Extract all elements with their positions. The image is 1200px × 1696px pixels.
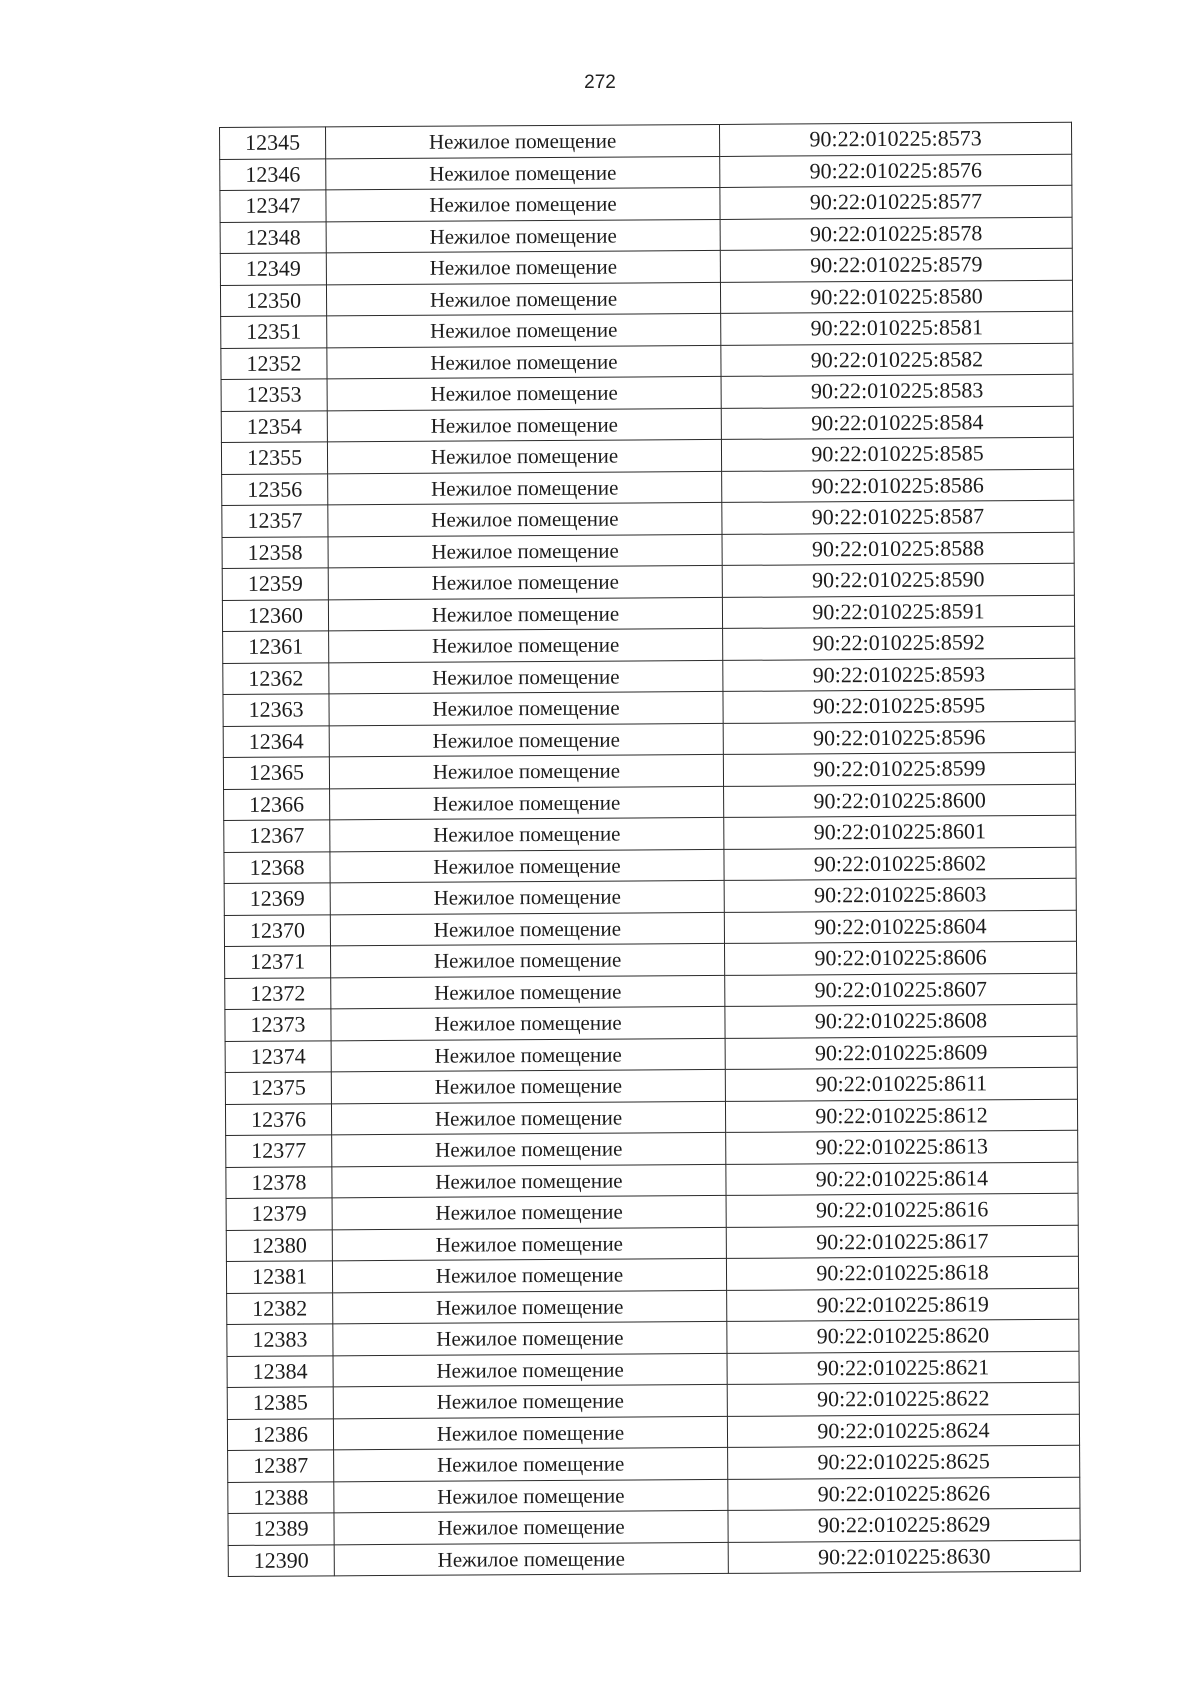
row-number-cell: 12353	[221, 379, 327, 411]
cadastral-number-cell: 90:22:010225:8576	[720, 154, 1072, 188]
cadastral-number-cell: 90:22:010225:8612	[725, 1099, 1077, 1133]
cadastral-number-cell: 90:22:010225:8603	[724, 878, 1076, 912]
row-number-cell: 12357	[222, 505, 328, 537]
cadastral-number-cell: 90:22:010225:8582	[721, 343, 1073, 377]
property-type-cell: Нежилое помещение	[332, 1227, 726, 1261]
row-number-cell: 12363	[223, 694, 329, 726]
property-type-cell: Нежилое помещение	[326, 187, 720, 221]
table-row	[224, 878, 1076, 915]
property-type-cell: Нежилое помещение	[332, 1195, 726, 1229]
row-number-cell: 12366	[224, 788, 330, 820]
cadastral-number-cell: 90:22:010225:8595	[723, 689, 1075, 723]
row-number-cell: 12369	[224, 883, 330, 915]
cadastral-number-cell: 90:22:010225:8611	[725, 1067, 1077, 1101]
cadastral-number-cell: 90:22:010225:8630	[728, 1540, 1080, 1574]
table-row	[222, 563, 1074, 600]
cadastral-number-cell: 90:22:010225:8614	[726, 1162, 1078, 1196]
row-number-cell: 12389	[228, 1513, 334, 1545]
cadastral-number-cell: 90:22:010225:8588	[722, 532, 1074, 566]
cadastral-number-cell: 90:22:010225:8621	[727, 1351, 1079, 1385]
row-number-cell: 12360	[222, 599, 328, 631]
table-row	[226, 1256, 1078, 1293]
table-row	[220, 248, 1072, 285]
row-number-cell: 12362	[223, 662, 329, 694]
property-type-cell: Нежилое помещение	[334, 1479, 728, 1513]
row-number-cell: 12351	[221, 316, 327, 348]
cadastral-number-cell: 90:22:010225:8617	[726, 1225, 1078, 1259]
property-type-cell: Нежилое помещение	[331, 1006, 725, 1040]
page-number: 272	[584, 72, 616, 93]
registry-table-body	[220, 122, 1081, 1576]
cadastral-number-cell: 90:22:010225:8609	[725, 1036, 1077, 1070]
cadastral-number-cell: 90:22:010225:8624	[727, 1414, 1079, 1448]
row-number-cell: 12358	[222, 536, 328, 568]
table-row	[222, 532, 1074, 569]
property-type-cell: Нежилое помещение	[329, 660, 723, 694]
property-type-cell: Нежилое помещение	[328, 471, 722, 505]
table-row	[227, 1319, 1079, 1356]
property-type-cell: Нежилое помещение	[326, 219, 720, 253]
table-row	[221, 374, 1073, 411]
cadastral-number-cell: 90:22:010225:8625	[728, 1445, 1080, 1479]
table-row	[221, 406, 1073, 443]
table-row	[220, 122, 1072, 159]
table-row	[228, 1540, 1080, 1577]
property-type-cell: Нежилое помещение	[327, 439, 721, 473]
table-row	[224, 910, 1076, 947]
cadastral-number-cell: 90:22:010225:8584	[721, 406, 1073, 440]
property-type-cell: Нежилое помещение	[328, 502, 722, 536]
property-type-cell: Нежилое помещение	[329, 628, 723, 662]
table-row	[228, 1477, 1080, 1514]
table-row	[222, 500, 1074, 537]
property-type-cell: Нежилое помещение	[333, 1416, 727, 1450]
cadastral-number-cell: 90:22:010225:8573	[719, 122, 1071, 156]
row-number-cell: 12347	[220, 190, 326, 222]
row-number-cell: 12385	[227, 1387, 333, 1419]
table-row	[225, 973, 1077, 1010]
property-type-cell: Нежилое помещение	[331, 1101, 725, 1135]
table-row	[227, 1414, 1079, 1451]
cadastral-number-cell: 90:22:010225:8601	[724, 815, 1076, 849]
cadastral-number-cell: 90:22:010225:8619	[727, 1288, 1079, 1322]
cadastral-number-cell: 90:22:010225:8581	[721, 311, 1073, 345]
cadastral-number-cell: 90:22:010225:8622	[727, 1382, 1079, 1416]
row-number-cell: 12380	[226, 1229, 332, 1261]
row-number-cell: 12359	[222, 568, 328, 600]
property-type-cell: Нежилое помещение	[332, 1132, 726, 1166]
property-type-cell: Нежилое помещение	[329, 691, 723, 725]
row-number-cell: 12372	[225, 977, 331, 1009]
property-type-cell: Нежилое помещение	[331, 975, 725, 1009]
table-row	[220, 217, 1072, 254]
table-row	[223, 752, 1075, 789]
row-number-cell: 12378	[226, 1166, 332, 1198]
property-type-cell: Нежилое помещение	[333, 1290, 727, 1324]
property-type-cell: Нежилое помещение	[327, 408, 721, 442]
property-registry-table	[219, 122, 1081, 1577]
property-type-cell: Нежилое помещение	[327, 345, 721, 379]
cadastral-number-cell: 90:22:010225:8618	[726, 1256, 1078, 1290]
property-type-cell: Нежилое помещение	[331, 1069, 725, 1103]
row-number-cell: 12354	[221, 410, 327, 442]
row-number-cell: 12346	[220, 158, 326, 190]
cadastral-number-cell: 90:22:010225:8620	[727, 1319, 1079, 1353]
table-row	[226, 1193, 1078, 1230]
cadastral-number-cell: 90:22:010225:8583	[721, 374, 1073, 408]
cadastral-number-cell: 90:22:010225:8578	[720, 217, 1072, 251]
property-type-cell: Нежилое помещение	[331, 943, 725, 977]
table-row	[220, 185, 1072, 222]
table-row	[224, 847, 1076, 884]
property-type-cell: Нежилое помещение	[330, 880, 724, 914]
row-number-cell: 12387	[228, 1450, 334, 1482]
table-row	[221, 343, 1073, 380]
property-type-cell: Нежилое помещение	[330, 817, 724, 851]
property-type-cell: Нежилое помещение	[328, 534, 722, 568]
property-type-cell: Нежилое помещение	[333, 1321, 727, 1355]
cadastral-number-cell: 90:22:010225:8596	[723, 721, 1075, 755]
property-type-cell: Нежилое помещение	[329, 723, 723, 757]
cadastral-number-cell: 90:22:010225:8604	[724, 910, 1076, 944]
property-type-cell: Нежилое помещение	[328, 597, 722, 631]
table-row	[224, 815, 1076, 852]
table-row	[227, 1382, 1079, 1419]
row-number-cell: 12373	[225, 1009, 331, 1041]
property-type-cell: Нежилое помещение	[326, 156, 720, 190]
cadastral-number-cell: 90:22:010225:8606	[724, 941, 1076, 975]
property-type-cell: Нежилое помещение	[329, 754, 723, 788]
row-number-cell: 12355	[221, 442, 327, 474]
cadastral-number-cell: 90:22:010225:8608	[725, 1004, 1077, 1038]
cadastral-number-cell: 90:22:010225:8599	[723, 752, 1075, 786]
cadastral-number-cell: 90:22:010225:8616	[726, 1193, 1078, 1227]
table-row	[226, 1162, 1078, 1199]
table-row	[228, 1508, 1080, 1545]
cadastral-number-cell: 90:22:010225:8607	[725, 973, 1077, 1007]
table-row	[225, 1099, 1077, 1136]
property-type-cell: Нежилое помещение	[326, 124, 720, 158]
cadastral-number-cell: 90:22:010225:8580	[720, 280, 1072, 314]
property-type-cell: Нежилое помещение	[334, 1510, 728, 1544]
row-number-cell: 12345	[220, 127, 326, 159]
row-number-cell: 12376	[225, 1103, 331, 1135]
row-number-cell: 12350	[220, 284, 326, 316]
table-row	[222, 595, 1074, 632]
property-type-cell: Нежилое помещение	[332, 1164, 726, 1198]
cadastral-number-cell: 90:22:010225:8629	[728, 1508, 1080, 1542]
row-number-cell: 12352	[221, 347, 327, 379]
cadastral-number-cell: 90:22:010225:8579	[720, 248, 1072, 282]
table-row	[222, 469, 1074, 506]
cadastral-number-cell: 90:22:010225:8593	[723, 658, 1075, 692]
cadastral-number-cell: 90:22:010225:8626	[728, 1477, 1080, 1511]
table-row	[223, 626, 1075, 663]
row-number-cell: 12377	[226, 1135, 332, 1167]
table-row	[220, 154, 1072, 191]
row-number-cell: 12367	[224, 820, 330, 852]
row-number-cell: 12368	[224, 851, 330, 883]
property-type-cell: Нежилое помещение	[334, 1447, 728, 1481]
row-number-cell: 12361	[223, 631, 329, 663]
row-number-cell: 12349	[220, 253, 326, 285]
table-row	[225, 1067, 1077, 1104]
property-type-cell: Нежилое помещение	[330, 849, 724, 883]
row-number-cell: 12370	[224, 914, 330, 946]
property-type-cell: Нежилое помещение	[327, 376, 721, 410]
cadastral-number-cell: 90:22:010225:8591	[722, 595, 1074, 629]
property-type-cell: Нежилое помещение	[334, 1542, 728, 1576]
table-row	[221, 311, 1073, 348]
property-type-cell: Нежилое помещение	[328, 565, 722, 599]
table-row	[221, 437, 1073, 474]
property-type-cell: Нежилое помещение	[331, 1038, 725, 1072]
row-number-cell: 12374	[225, 1040, 331, 1072]
row-number-cell: 12384	[227, 1355, 333, 1387]
cadastral-number-cell: 90:22:010225:8592	[723, 626, 1075, 660]
property-type-cell: Нежилое помещение	[333, 1353, 727, 1387]
row-number-cell: 12371	[225, 946, 331, 978]
row-number-cell: 12383	[227, 1324, 333, 1356]
cadastral-number-cell: 90:22:010225:8600	[724, 784, 1076, 818]
table-row	[226, 1225, 1078, 1262]
property-type-cell: Нежилое помещение	[327, 313, 721, 347]
property-type-cell: Нежилое помещение	[333, 1384, 727, 1418]
table-row	[223, 689, 1075, 726]
cadastral-number-cell: 90:22:010225:8586	[722, 469, 1074, 503]
row-number-cell: 12388	[228, 1481, 334, 1513]
table-row	[227, 1351, 1079, 1388]
table-row	[226, 1130, 1078, 1167]
cadastral-number-cell: 90:22:010225:8590	[722, 563, 1074, 597]
cadastral-number-cell: 90:22:010225:8613	[726, 1130, 1078, 1164]
table-row	[224, 784, 1076, 821]
row-number-cell: 12381	[226, 1261, 332, 1293]
row-number-cell: 12365	[223, 757, 329, 789]
property-type-cell: Нежилое помещение	[330, 786, 724, 820]
property-type-cell: Нежилое помещение	[326, 282, 720, 316]
row-number-cell: 12382	[227, 1292, 333, 1324]
row-number-cell: 12379	[226, 1198, 332, 1230]
row-number-cell: 12390	[228, 1544, 334, 1576]
table-row	[225, 941, 1077, 978]
cadastral-number-cell: 90:22:010225:8587	[722, 500, 1074, 534]
row-number-cell: 12386	[227, 1418, 333, 1450]
table-row	[223, 721, 1075, 758]
cadastral-number-cell: 90:22:010225:8577	[720, 185, 1072, 219]
table-row	[225, 1036, 1077, 1073]
property-type-cell: Нежилое помещение	[330, 912, 724, 946]
table-row	[228, 1445, 1080, 1482]
property-type-cell: Нежилое помещение	[332, 1258, 726, 1292]
table-row	[223, 658, 1075, 695]
cadastral-number-cell: 90:22:010225:8602	[724, 847, 1076, 881]
row-number-cell: 12364	[223, 725, 329, 757]
table-row	[227, 1288, 1079, 1325]
property-type-cell: Нежилое помещение	[326, 250, 720, 284]
table-row	[225, 1004, 1077, 1041]
row-number-cell: 12375	[225, 1072, 331, 1104]
cadastral-number-cell: 90:22:010225:8585	[721, 437, 1073, 471]
row-number-cell: 12348	[220, 221, 326, 253]
table-row	[220, 280, 1072, 317]
row-number-cell: 12356	[222, 473, 328, 505]
